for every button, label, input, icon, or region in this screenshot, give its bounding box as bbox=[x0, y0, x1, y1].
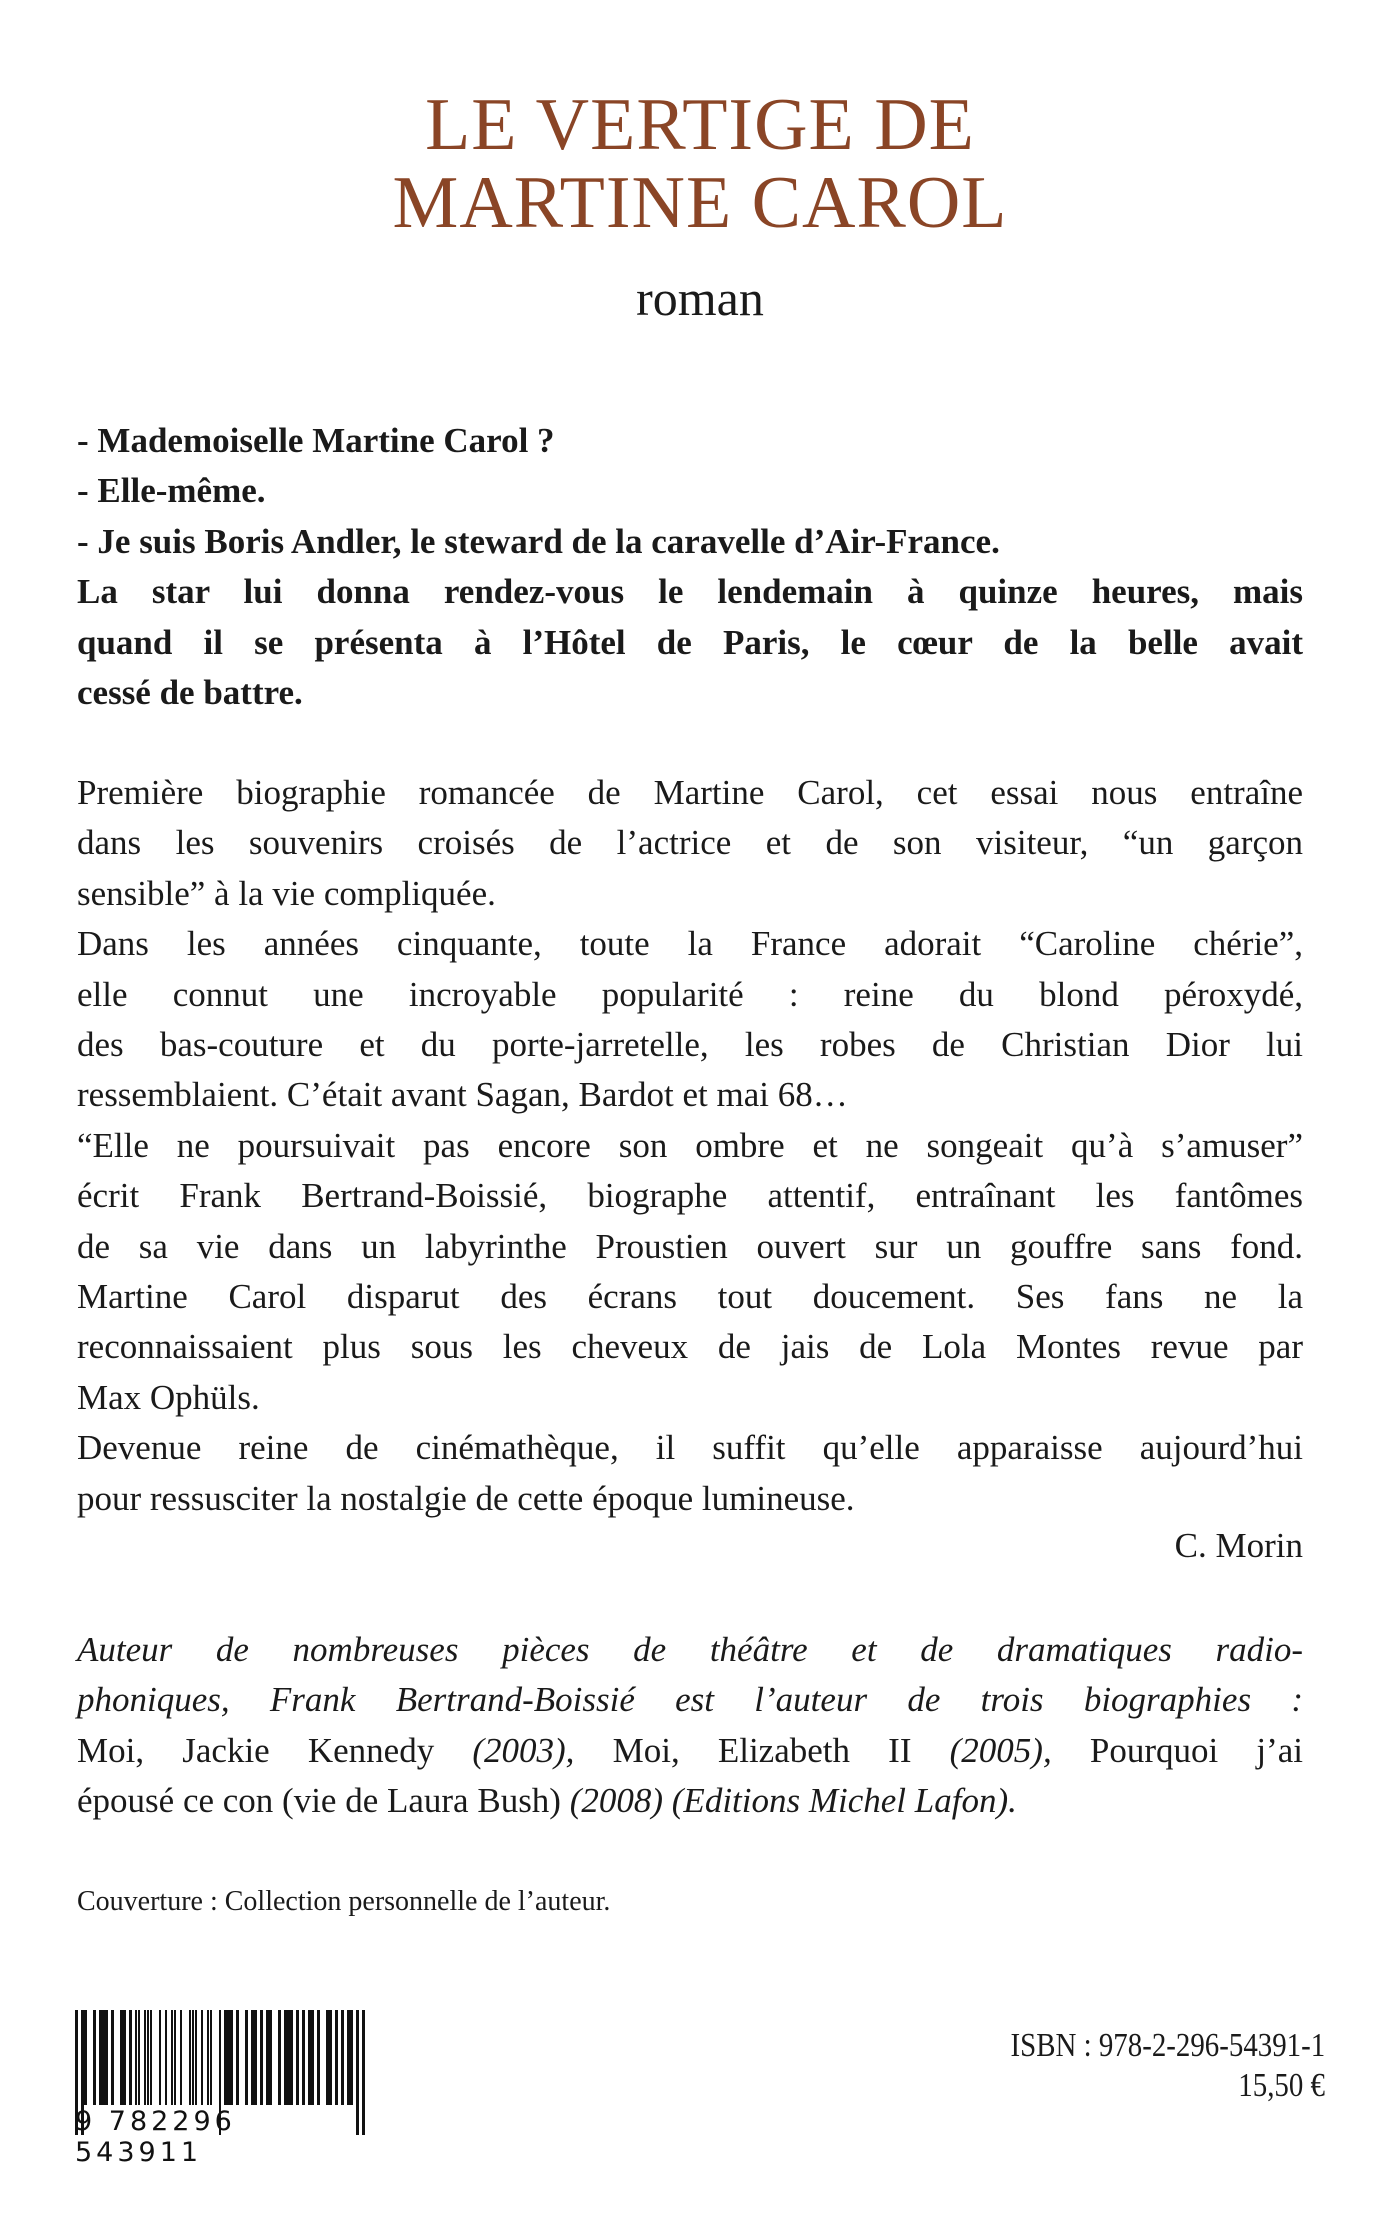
book-title-2: Moi, Elizabeth II bbox=[574, 1730, 950, 1770]
barcode-bar bbox=[245, 2010, 248, 2105]
summary-line: pour ressusciter la nostalgie de cette époque lumineuse. bbox=[77, 1478, 855, 1518]
barcode-bar bbox=[311, 2010, 314, 2105]
barcode-bar bbox=[260, 2010, 263, 2105]
barcode-bar bbox=[84, 2010, 87, 2105]
signature: C. Morin bbox=[1174, 1526, 1303, 1565]
genre-subtitle: roman bbox=[636, 270, 764, 326]
excerpt-line: - Je suis Boris Andler, le steward de la caravelle d’Air-France. bbox=[77, 521, 1000, 561]
excerpt-line: cessé de battre. bbox=[77, 673, 303, 713]
barcode-bar bbox=[317, 2010, 320, 2105]
barcode-bar bbox=[296, 2010, 299, 2105]
summary-line: dans les souvenirs croisés de l’actrice et de son visiteur, “un garçon bbox=[77, 823, 1303, 863]
summary-line: sensible” à la vie compliquée. bbox=[77, 873, 496, 913]
author-bio bbox=[77, 1625, 1303, 1827]
title-line-2: MARTINE CAROL bbox=[392, 162, 1008, 244]
barcode-bar bbox=[150, 2010, 153, 2105]
barcode-bar bbox=[201, 2010, 204, 2105]
summary-line: écrit Frank Bertrand-Boissié, biographe attentif, entraînant les fantômes bbox=[77, 1176, 1303, 1216]
title-line-1: LE VERTIGE DE bbox=[425, 84, 975, 166]
excerpt-dialogue bbox=[77, 416, 1303, 718]
summary-line: Première biographie romancée de Martine Carol, cet essai nous entraîne bbox=[77, 773, 1303, 812]
excerpt-line: - Elle-même. bbox=[77, 471, 266, 511]
bio-line bbox=[77, 1776, 1303, 1826]
isbn: ISBN : 978-2-296-54391-1 bbox=[1010, 2027, 1325, 2064]
barcode-bar bbox=[254, 2010, 257, 2105]
barcode-bar bbox=[111, 2010, 114, 2105]
barcode-bar bbox=[341, 2010, 344, 2105]
barcode-bar bbox=[329, 2010, 332, 2105]
barcode-bar bbox=[335, 2010, 338, 2105]
barcode-bar bbox=[195, 2010, 198, 2105]
barcode-bar bbox=[290, 2010, 293, 2105]
barcode-bar bbox=[350, 2010, 353, 2105]
summary-line: Devenue reine de cinémathèque, il suffit qu’elle apparaisse aujourd’hui bbox=[77, 1428, 1303, 1468]
barcode-bar bbox=[174, 2010, 177, 2105]
bio-line: phoniques, Frank Bertrand-Boissié est l’auteur de trois biographies : bbox=[77, 1680, 1303, 1720]
publisher-info: (2008) (Editions Michel Lafon). bbox=[569, 1781, 1017, 1821]
barcode-bar bbox=[159, 2010, 162, 2105]
barcode-bar bbox=[230, 2010, 233, 2105]
summary-line: ressemblaient. C’était avant Sagan, Bardot et mai 68… bbox=[77, 1075, 848, 1115]
summary-line: “Elle ne poursuivait pas encore son ombre et ne songeait qu’à s’amuser” bbox=[77, 1125, 1303, 1165]
price: 15,50 € bbox=[1238, 2067, 1325, 2104]
signature-wrap bbox=[77, 1521, 1303, 1571]
barcode-bar bbox=[93, 2010, 96, 2105]
barcode-bar bbox=[269, 2010, 272, 2105]
summary-text bbox=[77, 768, 1303, 1524]
year-1: (2003), bbox=[472, 1730, 575, 1770]
barcode-bar bbox=[278, 2010, 281, 2105]
summary-line: Max Ophüls. bbox=[77, 1377, 260, 1417]
bio-line bbox=[77, 1726, 1303, 1776]
barcode-number: 9 782296 543911 bbox=[75, 2106, 236, 2168]
cover-credit: Couverture : Collection personnelle de l’auteur. bbox=[77, 1886, 611, 1917]
summary-line: Martine Carol disparut des écrans tout doucement. Ses fans ne la bbox=[77, 1277, 1303, 1317]
summary-line: Dans les années cinquante, toute la France adorait “Caroline chérie”, bbox=[77, 924, 1303, 964]
summary-line: des bas-couture et du porte-jarretelle, les robes de Christian Dior lui bbox=[77, 1025, 1303, 1065]
excerpt-line: La star lui donna rendez-vous le lendemain à quinze heures, mais bbox=[77, 572, 1303, 612]
barcode bbox=[75, 2010, 365, 2168]
book-title-1: Moi, Jackie Kennedy bbox=[77, 1730, 473, 1770]
summary-line: elle connut une incroyable popularité : reine du blond péroxydé, bbox=[77, 974, 1303, 1014]
barcode-bar bbox=[138, 2010, 141, 2105]
barcode-bar bbox=[180, 2010, 183, 2105]
barcode-bar bbox=[236, 2010, 239, 2105]
bio-line: Auteur de nombreuses pièces de théâtre et de dramatiques radio- bbox=[77, 1630, 1303, 1669]
barcode-bar bbox=[210, 2010, 213, 2105]
barcode-bar bbox=[105, 2010, 108, 2105]
summary-line: reconnaissaient plus sous les cheveux de jais de Lola Montes revue par bbox=[77, 1327, 1303, 1367]
barcode-bar bbox=[129, 2010, 132, 2105]
excerpt-line: - Mademoiselle Martine Carol ? bbox=[77, 421, 555, 460]
excerpt-line: quand il se présenta à l’Hôtel de Paris, le cœur de la belle avait bbox=[77, 622, 1303, 662]
barcode-bar bbox=[123, 2010, 126, 2105]
barcode-bar bbox=[165, 2010, 168, 2105]
year-2: (2005), bbox=[949, 1730, 1052, 1770]
book-title-3: Pourquoi j’ai bbox=[1051, 1730, 1304, 1770]
barcode-bar bbox=[302, 2010, 305, 2105]
summary-line: de sa vie dans un labyrinthe Proustien ouvert sur un gouffre sans fond. bbox=[77, 1226, 1303, 1266]
book-title-3-cont: épousé ce con (vie de Laura Bush) bbox=[77, 1781, 570, 1821]
book-title bbox=[0, 86, 1400, 242]
